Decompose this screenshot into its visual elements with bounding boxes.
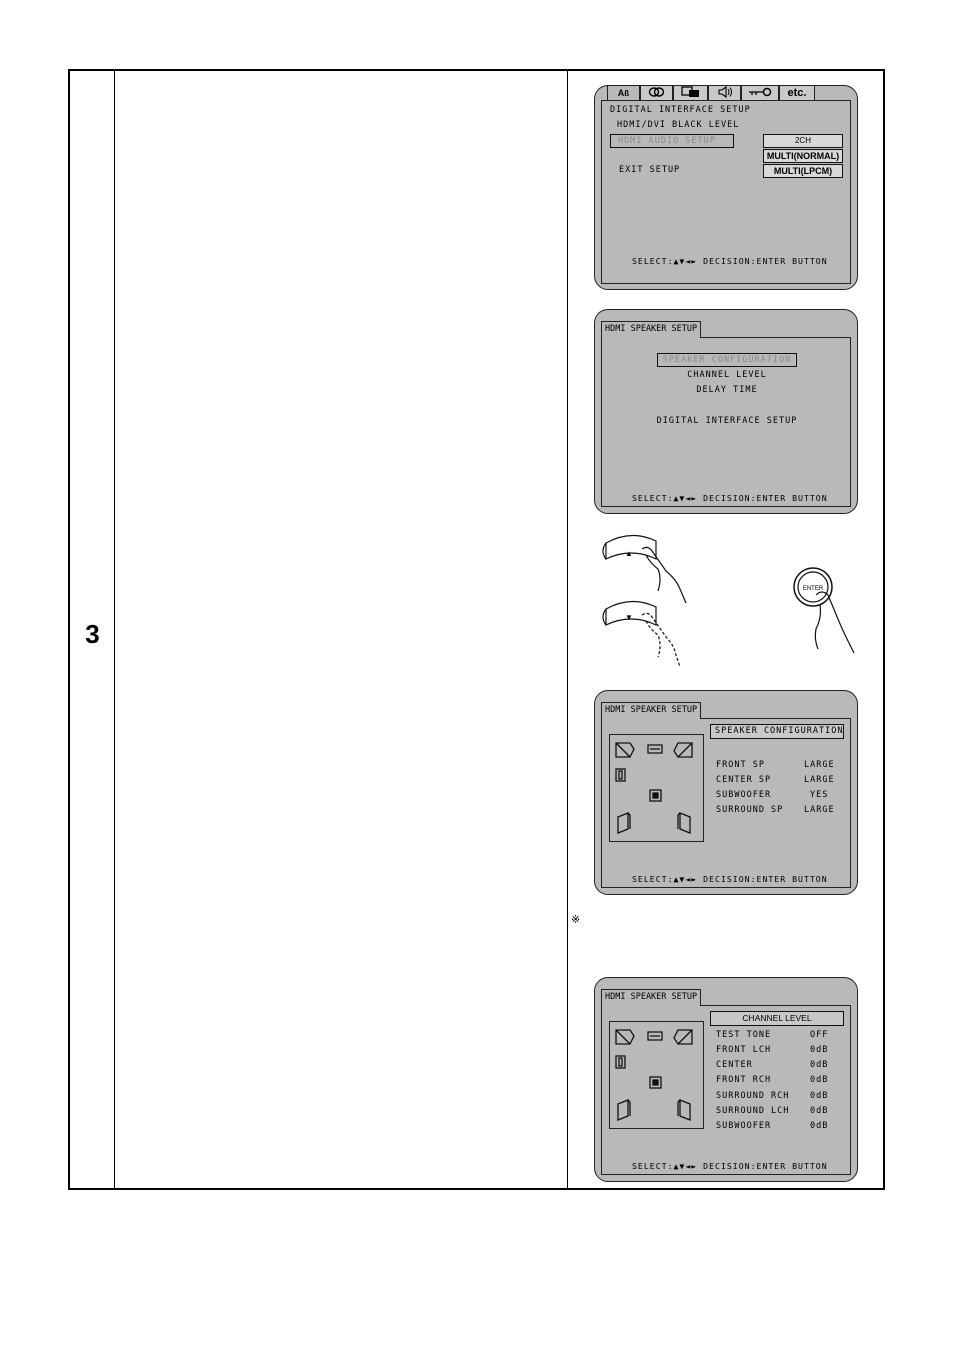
screen-tab-title: HDMI SPEAKER SETUP: [601, 321, 701, 338]
key-icon: [747, 86, 773, 98]
speaker-layout-diagram: [609, 734, 704, 842]
down-arrow-icon: ▼: [625, 613, 633, 622]
row-value-center[interactable]: 0dB: [810, 1060, 829, 1070]
row-value-surround-lch[interactable]: 0dB: [810, 1106, 829, 1116]
step-number: 3: [85, 619, 100, 649]
option-2ch[interactable]: 2CH: [763, 134, 843, 148]
menu-item-hdmi-audio-setup[interactable]: [610, 134, 734, 148]
row-value-center-sp[interactable]: LARGE: [804, 775, 835, 785]
column-divider: [567, 71, 568, 1188]
footer-hint: SELECT:▲▼◄► DECISION:ENTER BUTTON: [632, 493, 828, 503]
hdmi-speaker-setup-menu-screen: [594, 309, 858, 514]
row-label-front-rch[interactable]: FRONT RCH: [716, 1075, 772, 1085]
disc-icon: [648, 86, 666, 98]
tab-language-label: A: [617, 88, 625, 98]
row-label-subwoofer[interactable]: SUBWOOFER: [716, 1121, 772, 1131]
row-label-center[interactable]: CENTER: [716, 1060, 753, 1070]
tab-audio[interactable]: [640, 85, 673, 101]
row-label-surround-lch[interactable]: SURROUND LCH: [716, 1106, 790, 1116]
tab-language[interactable]: Aß: [607, 85, 640, 101]
menu-item-digital-interface-setup[interactable]: DIGITAL INTERFACE SETUP: [656, 416, 798, 426]
tab-display[interactable]: [673, 85, 708, 101]
menu-item-exit-setup[interactable]: EXIT SETUP: [619, 165, 681, 175]
menu-item-hdmi-dvi-black-level[interactable]: HDMI/DVI BLACK LEVEL: [617, 120, 740, 130]
speaker-layout-icon: [610, 1022, 702, 1127]
tab-speaker[interactable]: [708, 85, 741, 101]
speaker-icon: [716, 86, 734, 98]
monitor-icon: [680, 86, 702, 98]
option-multi-lpcm[interactable]: MULTI(LPCM): [763, 164, 843, 178]
speaker-layout-icon: [610, 735, 702, 840]
remote-buttons-illustration: [594, 525, 864, 675]
footer-hint: SELECT:▲▼◄► DECISION:ENTER BUTTON: [632, 256, 828, 266]
footer-hint: SELECT:▲▼◄► DECISION:ENTER BUTTON: [632, 1161, 828, 1171]
menu-panel: [601, 1005, 851, 1175]
row-value-surround-sp[interactable]: LARGE: [804, 805, 835, 815]
screen-tab-title: HDMI SPEAKER SETUP: [601, 702, 701, 719]
row-value-test-tone[interactable]: OFF: [810, 1030, 829, 1040]
tab-lock[interactable]: [741, 85, 779, 101]
row-label-front-lch[interactable]: FRONT LCH: [716, 1045, 772, 1055]
menu-panel: [601, 100, 851, 284]
tab-etc[interactable]: [779, 85, 815, 101]
row-value-subwoofer[interactable]: YES: [810, 790, 829, 800]
remote-hands-drawing: [594, 525, 864, 675]
menu-item-speaker-configuration[interactable]: [657, 353, 797, 367]
instruction-table: [68, 69, 885, 1190]
row-value-front-sp[interactable]: LARGE: [804, 760, 835, 770]
row-label-test-tone[interactable]: TEST TONE: [716, 1030, 772, 1040]
menu-item-channel-level[interactable]: CHANNEL LEVEL: [687, 370, 767, 380]
speaker-layout-diagram: [609, 1021, 704, 1129]
row-label-front-sp[interactable]: FRONT SP: [716, 760, 765, 770]
footer-hint: SELECT:▲▼◄► DECISION:ENTER BUTTON: [632, 874, 828, 884]
screen-tab-title: HDMI SPEAKER SETUP: [601, 989, 701, 1006]
up-arrow-icon: ▲: [625, 549, 633, 558]
row-label-center-sp[interactable]: CENTER SP: [716, 775, 772, 785]
menu-item-delay-time[interactable]: DELAY TIME: [696, 385, 758, 395]
row-label-surround-sp[interactable]: SURROUND SP: [716, 805, 784, 815]
note-symbol: ※: [571, 914, 581, 926]
digital-interface-setup-screen: [594, 85, 858, 290]
menu-panel: [601, 337, 851, 507]
tab-etc-label: etc.: [787, 87, 807, 99]
menu-title: DIGITAL INTERFACE SETUP: [610, 105, 751, 115]
menu-panel: [601, 718, 851, 888]
row-value-front-rch[interactable]: 0dB: [810, 1075, 829, 1085]
section-heading: SPEAKER CONFIGURATION: [710, 724, 844, 739]
enter-button-label: ENTER: [802, 586, 824, 592]
row-label-subwoofer[interactable]: SUBWOOFER: [716, 790, 772, 800]
row-value-front-lch[interactable]: 0dB: [810, 1045, 829, 1055]
section-heading: CHANNEL LEVEL: [710, 1011, 844, 1026]
row-label-surround-rch[interactable]: SURROUND RCH: [716, 1091, 790, 1101]
row-value-surround-rch[interactable]: 0dB: [810, 1091, 829, 1101]
channel-level-screen: [594, 977, 858, 1182]
menu-item-speaker-configuration-label: SPEAKER CONFIGURATION: [662, 355, 792, 365]
speaker-configuration-screen: [594, 690, 858, 895]
option-multi-normal[interactable]: MULTI(NORMAL): [763, 149, 843, 163]
row-value-subwoofer[interactable]: 0dB: [810, 1121, 829, 1131]
menu-item-hdmi-audio-setup-label: HDMI AUDIO SETUP: [618, 136, 716, 146]
